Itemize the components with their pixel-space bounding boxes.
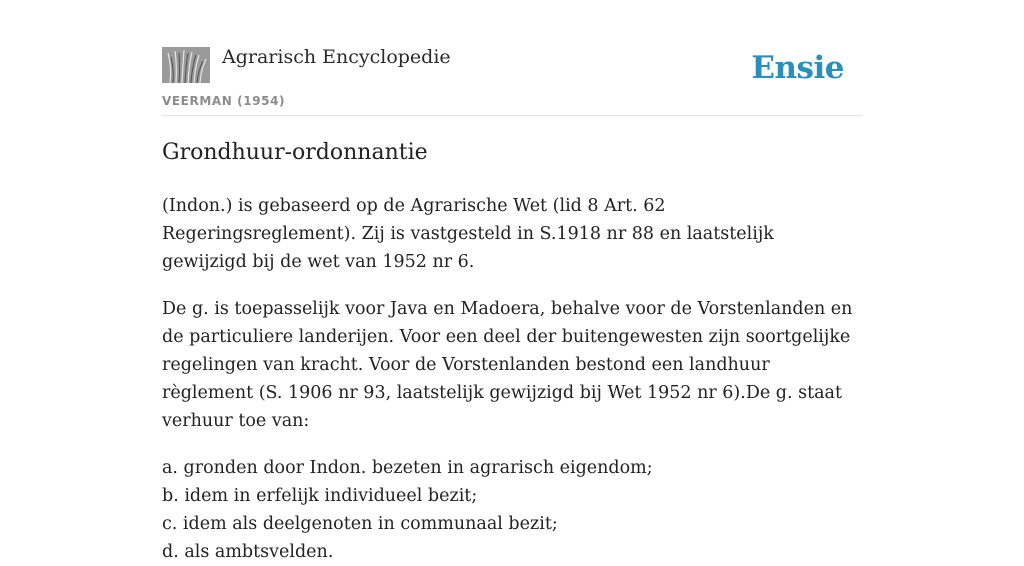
book-title[interactable]: Agrarisch Encyclopedie: [222, 46, 451, 68]
list-item: a. gronden door Indon. bezeten in agrarisch eigendom;: [162, 458, 653, 478]
page-header: [162, 40, 862, 116]
book-cover-image[interactable]: [162, 47, 210, 83]
article-body: [162, 192, 862, 566]
paragraph: (Indon.) is gebaseerd op de Agrarische Wet (lid 8 Art. 62 Regeringsreglement). Zij is vastgesteld in S.1918 nr 88 en laatstelijk gewijzigd bij de wet van 1952 nr 6.: [162, 196, 774, 272]
page-title: Grondhuur-ordonnantie: [162, 140, 428, 165]
brand-logo[interactable]: Ensie: [751, 50, 844, 86]
author-label: VEERMAN (1954): [162, 94, 286, 108]
paragraph: De g. is toepasselijk voor Java en Madoera, behalve voor de Vorstenlanden en de particuliere landerijen. Voor een deel der buitengewesten zijn soortgelijke regelingen van kracht. Voor de Vorstenlanden bestond een landhuur règlement (S. 1906 nr 93, laatstelijk gewijzigd bij Wet 1952 nr 6).De g. staat verhuur toe van:: [162, 299, 853, 431]
wheat-icon: [162, 47, 210, 83]
list-item: d. als ambtsvelden.: [162, 542, 334, 562]
provision-list: [162, 454, 862, 566]
list-item: c. idem als deelgenoten in communaal bezit;: [162, 514, 558, 534]
list-item: b. idem in erfelijk individueel bezit;: [162, 486, 478, 506]
